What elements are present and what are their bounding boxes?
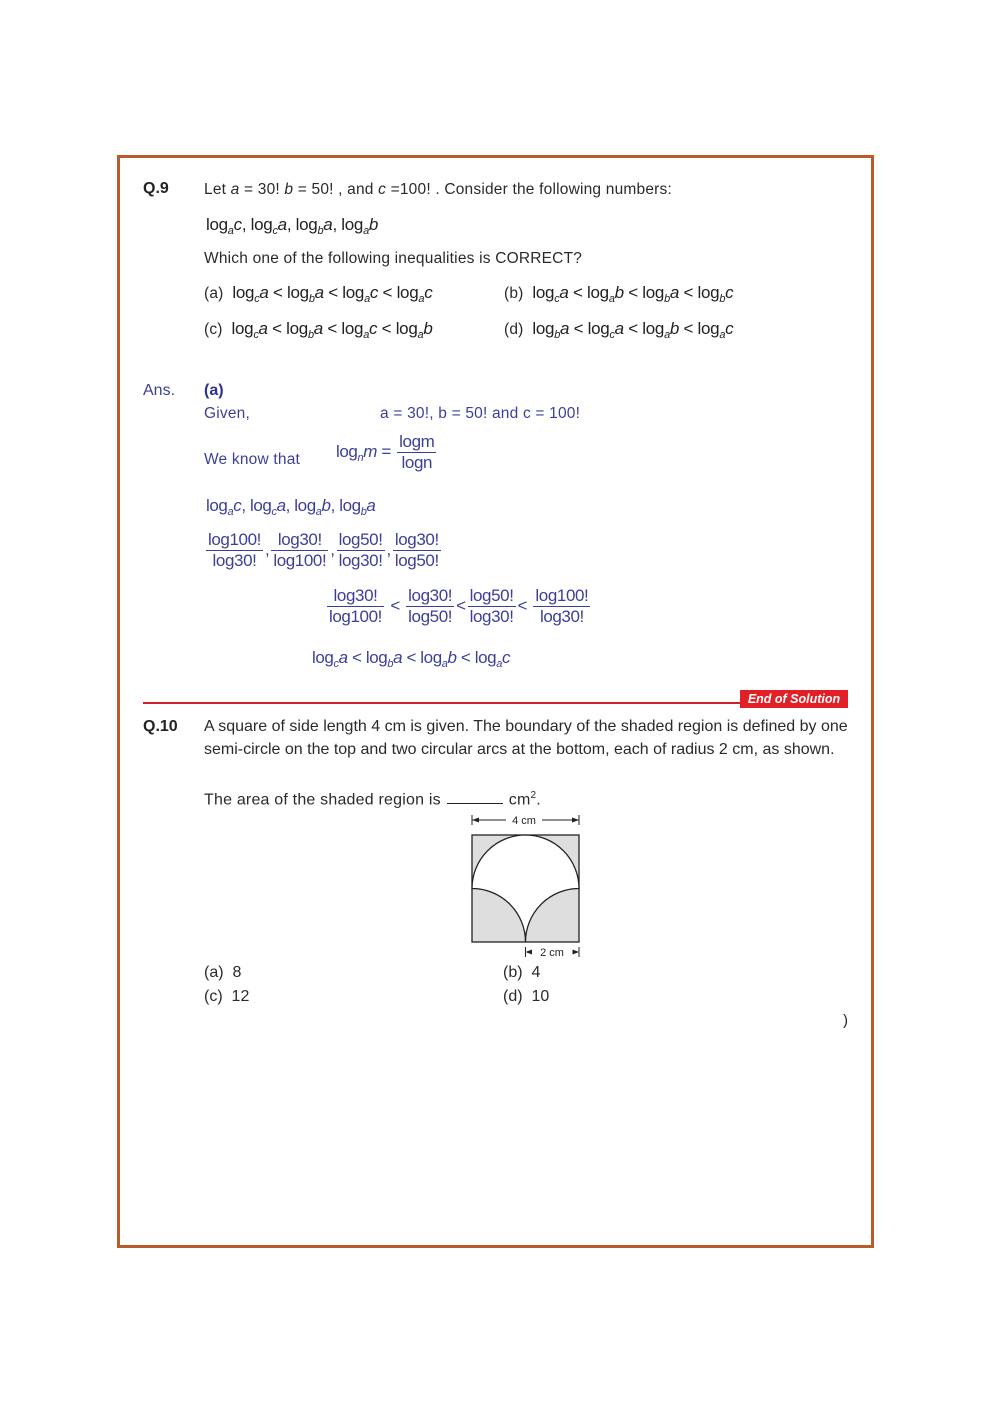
sub: b bbox=[664, 293, 670, 305]
sub: a bbox=[719, 329, 726, 341]
denominator: log30! bbox=[338, 551, 383, 570]
fraction bbox=[393, 530, 441, 571]
arg: a bbox=[669, 283, 680, 302]
denominator: log100! bbox=[329, 607, 382, 626]
q9-option-c[interactable]: (c) $\log_ca < \log_ba < \log_ac < \log_ab$ bbox=[204, 319, 433, 341]
arg: b bbox=[614, 283, 624, 302]
prompt-prefix: The area of the shaded region is bbox=[204, 791, 441, 809]
var-a: a bbox=[230, 181, 240, 198]
shaded-region-diagram bbox=[466, 810, 586, 960]
sub: b bbox=[387, 658, 394, 670]
q10-option-b[interactable] bbox=[503, 964, 540, 982]
q10-prompt bbox=[204, 790, 541, 809]
answer-ordered-fractions bbox=[325, 586, 592, 627]
q10-option-c[interactable] bbox=[204, 988, 249, 1006]
fraction bbox=[337, 530, 385, 571]
numerator: log50! bbox=[469, 586, 514, 605]
arg: c bbox=[233, 496, 242, 515]
sub: a bbox=[363, 225, 369, 237]
section-divider bbox=[143, 702, 740, 704]
sub: a bbox=[315, 506, 322, 518]
answer-label: Ans. bbox=[143, 382, 176, 399]
sub: a bbox=[664, 329, 670, 341]
sub: b bbox=[719, 293, 726, 305]
arg: a bbox=[559, 283, 569, 302]
q9-intro-prefix: Let bbox=[204, 181, 231, 198]
less-than: < bbox=[456, 595, 466, 615]
option-value: 4 bbox=[531, 964, 541, 981]
numerator: log30! bbox=[271, 530, 328, 551]
option-value: 10 bbox=[531, 988, 550, 1005]
q9-option-a[interactable]: (a) $\log_ca < \log_ba < \log_ac < \log_ac$ bbox=[204, 283, 433, 305]
q9-option-d[interactable]: (d) $\log_ba < \log_ca < \log_ab < \log_ac$ bbox=[504, 319, 734, 341]
option-label: (a) bbox=[204, 964, 224, 981]
sub: b bbox=[554, 329, 561, 341]
option-label: (a) bbox=[204, 285, 224, 302]
option-value: 8 bbox=[232, 964, 242, 981]
less-than: < bbox=[517, 595, 528, 615]
answer-blank[interactable] bbox=[447, 803, 503, 804]
eq-a: = 30! bbox=[239, 181, 285, 198]
q9-intro bbox=[204, 181, 672, 199]
dim-2cm-label: 2 cm bbox=[540, 947, 564, 959]
option-value: 12 bbox=[231, 988, 250, 1005]
denominator: log100! bbox=[273, 551, 327, 570]
denominator: log30! bbox=[212, 551, 257, 570]
option-label: (b) bbox=[504, 285, 524, 302]
formula-log: log bbox=[336, 441, 358, 461]
fraction bbox=[271, 530, 328, 571]
know-label: We know that bbox=[204, 451, 301, 468]
denominator: log30! bbox=[539, 607, 584, 626]
arg: a bbox=[276, 496, 286, 515]
fraction bbox=[533, 586, 590, 627]
arg: a bbox=[258, 319, 268, 338]
numerator: log30! bbox=[394, 530, 439, 549]
sub: a bbox=[608, 293, 615, 305]
sub: b bbox=[307, 329, 314, 341]
sub: c bbox=[609, 329, 615, 341]
answer-choice: (a) bbox=[204, 382, 224, 399]
q10-figure bbox=[466, 810, 586, 960]
arg: c bbox=[725, 283, 734, 302]
sub: c bbox=[254, 293, 260, 305]
var-b: b bbox=[284, 181, 294, 198]
numerator: log30! bbox=[327, 586, 384, 607]
sub: c bbox=[333, 658, 339, 670]
arg: b bbox=[423, 319, 433, 338]
arg: a bbox=[560, 319, 570, 338]
arg: c bbox=[424, 283, 433, 302]
denominator: log50! bbox=[394, 551, 439, 570]
option-label: (d) bbox=[504, 321, 524, 338]
sub: c bbox=[253, 329, 259, 341]
eq-b: = 50! , and bbox=[293, 181, 379, 198]
unit-suffix: . bbox=[536, 791, 541, 809]
eq-c: =100! . Consider the following numbers: bbox=[386, 181, 672, 198]
arg: a bbox=[259, 283, 269, 302]
sub: a bbox=[364, 293, 370, 305]
sub: c bbox=[271, 506, 277, 518]
sub: a bbox=[417, 329, 424, 341]
numerator: log100! bbox=[535, 586, 589, 605]
question-number-9: Q.9 bbox=[143, 180, 169, 197]
arg: a bbox=[323, 215, 333, 234]
denominator: log50! bbox=[408, 607, 453, 626]
arg: c bbox=[501, 648, 511, 667]
less-than: < bbox=[390, 595, 400, 615]
formula bbox=[336, 432, 438, 473]
fraction bbox=[468, 586, 516, 627]
eq: = bbox=[381, 441, 391, 461]
fraction bbox=[327, 586, 384, 627]
option-label: (c) bbox=[204, 321, 223, 338]
answer-fractions: $\frac{\log 100!}{\log 30!}$ , $\frac{\log 30!}{\log 100!}$ , $\frac{\log 50!}{\log 30!}$ , $\frac{\log 30!}{\log 50!}$ bbox=[208, 530, 439, 570]
q10-option-d[interactable] bbox=[503, 988, 549, 1006]
sub: a bbox=[441, 658, 448, 670]
sub: a bbox=[227, 506, 234, 518]
q10-text: A square of side length 4 cm is given. The boundary of the shaded region is defined by one semi-circle on the top and two circular arcs at the bottom, each of radius 2 cm, as shown. bbox=[204, 718, 848, 758]
given-value: a = 30!, b = 50! and c = 100! bbox=[380, 405, 581, 422]
unit-sup: 2 bbox=[530, 790, 537, 801]
var-c: c bbox=[378, 181, 387, 198]
numerator: logm bbox=[399, 432, 435, 451]
q9-question: Which one of the following inequalities is CORRECT? bbox=[204, 250, 583, 267]
q9-option-b[interactable]: (b) $\log_ca < \log_ab < \log_ba < \log_bc$ bbox=[504, 283, 734, 305]
arg: a bbox=[614, 319, 624, 338]
sub: b bbox=[308, 293, 315, 305]
numerator: log30! bbox=[408, 586, 453, 605]
sub: a bbox=[496, 658, 502, 670]
arg: a bbox=[314, 283, 324, 302]
q10-option-a[interactable] bbox=[204, 964, 241, 982]
dim-4cm-label: 4 cm bbox=[512, 815, 536, 827]
denominator: log30! bbox=[469, 607, 514, 626]
sub: a bbox=[363, 329, 370, 341]
sub: a bbox=[227, 225, 234, 237]
arg: c bbox=[725, 319, 734, 338]
formula-fraction bbox=[397, 432, 436, 473]
option-label: (b) bbox=[503, 964, 523, 981]
sub: a bbox=[418, 293, 425, 305]
given-label: Given, bbox=[204, 405, 250, 422]
arg: a bbox=[366, 496, 376, 515]
sub: c bbox=[272, 225, 278, 237]
unit: cm bbox=[508, 791, 531, 809]
sub: c bbox=[554, 293, 560, 305]
answer-list-terms: $\log_ac$, $\log_ca$, $\log_ab$, $\log_ba$ bbox=[206, 496, 376, 518]
sub: b bbox=[317, 225, 324, 237]
arg: c bbox=[369, 319, 378, 338]
option-label: (d) bbox=[503, 988, 523, 1005]
arg: c bbox=[233, 215, 242, 234]
denominator: logn bbox=[401, 453, 433, 472]
sub: b bbox=[360, 506, 367, 518]
arg: b bbox=[447, 648, 457, 667]
numerator: log50! bbox=[338, 530, 383, 549]
numerator: log100! bbox=[208, 530, 261, 549]
arg: m bbox=[363, 441, 377, 461]
fraction bbox=[406, 586, 454, 627]
arg: a bbox=[393, 648, 403, 667]
arg: a bbox=[277, 215, 287, 234]
arg: a bbox=[338, 648, 348, 667]
arg: b bbox=[321, 496, 331, 515]
end-of-solution-badge: End of Solution bbox=[740, 690, 848, 708]
arg: a bbox=[313, 319, 323, 338]
arg: b bbox=[368, 215, 379, 234]
fraction bbox=[206, 530, 263, 571]
option-label: (c) bbox=[204, 988, 223, 1005]
sub: n bbox=[357, 451, 364, 464]
question-number-10: Q.10 bbox=[143, 718, 178, 735]
answer-final-inequality: $\log_ca < \log_ba < \log_ab < \log_ac$ bbox=[312, 648, 511, 670]
q9-numbers: $\log_ac$, $\log_ca$, $\log_ba$, $\log_ab$ bbox=[206, 215, 379, 237]
arg: c bbox=[369, 283, 379, 302]
stray-mark: ) bbox=[843, 1012, 848, 1029]
arg: b bbox=[669, 319, 680, 338]
